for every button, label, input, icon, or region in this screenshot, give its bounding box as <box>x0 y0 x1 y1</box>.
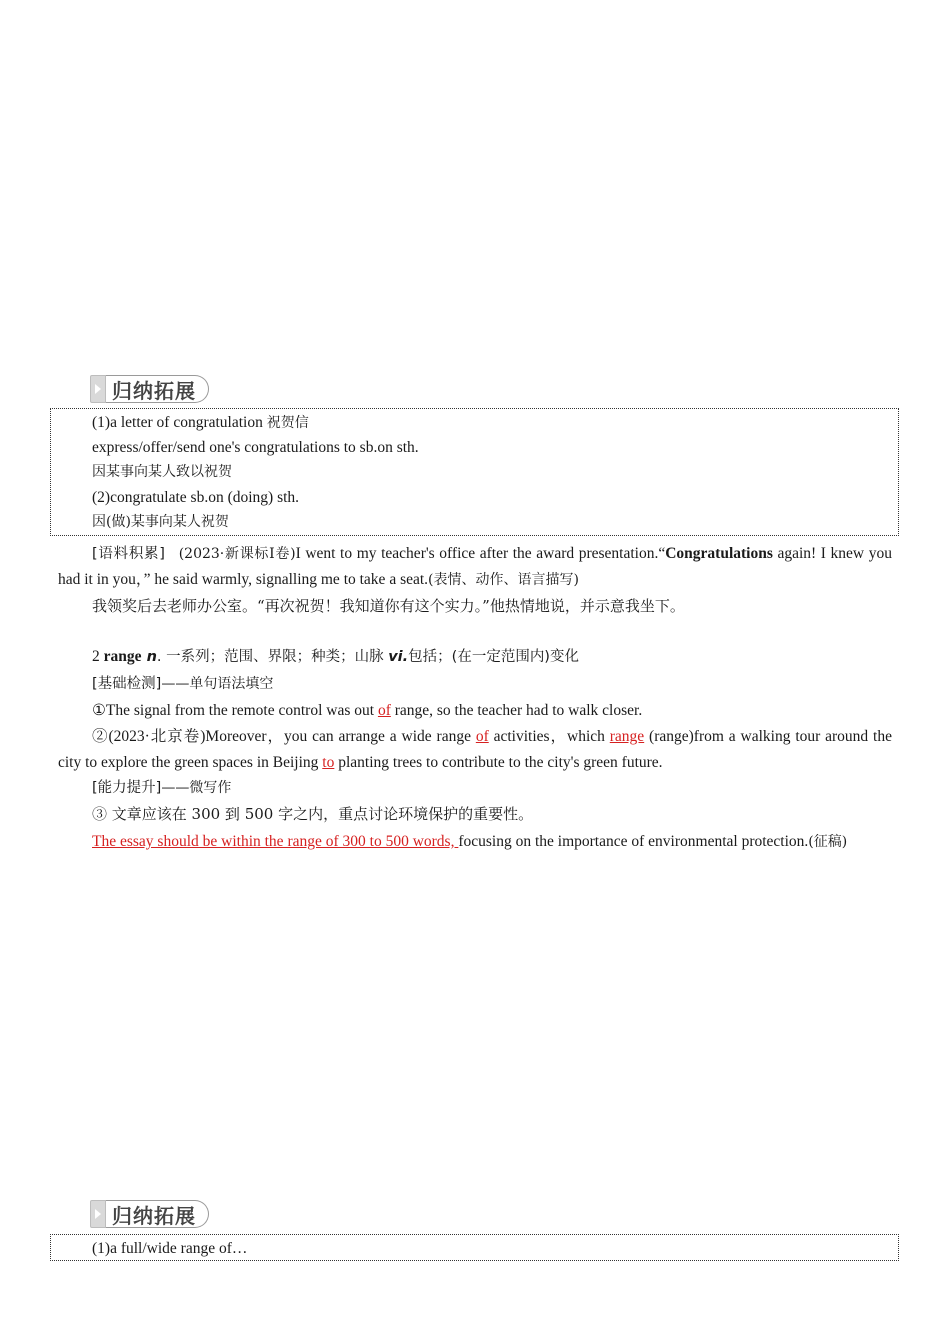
question-1 <box>92 698 642 723</box>
badge-label: 归纳拓展 <box>106 1200 209 1228</box>
entry-definition: . 一系列；范围、界限；种类；山脉 <box>156 649 389 665</box>
play-triangle-icon <box>90 375 106 403</box>
box-line-cn: 祝贺信 <box>266 415 309 431</box>
question-2 <box>58 724 892 776</box>
question-text: (range)from a walking tour around the city to explore the green spaces in Beijing <box>58 728 892 771</box>
box-line-1: (1)a full/wide range of… <box>92 1240 248 1257</box>
entry-pos: n <box>141 649 157 665</box>
question-3-answer <box>58 829 892 855</box>
question-text: ②(2023·北京卷)Moreover，you can arrange a wide range <box>92 728 476 745</box>
box-line-en: express/offer/send one's congratulations to sb.on sth. <box>92 439 419 456</box>
box-line-2 <box>92 435 419 460</box>
question-text: activities，which <box>488 728 610 745</box>
entry-number: 2 <box>92 648 104 665</box>
corpus-paragraph <box>58 541 892 593</box>
question-3-prompt: ③ 文章应该在 300 到 500 字之内，重点讨论环境保护的重要性。 <box>92 805 534 823</box>
corpus-translation: 我领奖后去老师办公室。“再次祝贺！我知道你有这个实力。”他热情地说，并示意我坐下。 <box>92 597 685 615</box>
answer-blank: of <box>377 702 391 719</box>
ability-subtitle: ——微写作 <box>161 780 232 796</box>
entry-pos: vi. <box>388 649 409 665</box>
corpus-sentence: I went to my teacher's office after the award presentation.“ <box>295 545 666 562</box>
question-text: ①The signal from the remote control was out <box>92 702 378 719</box>
basic-check-title <box>92 671 273 697</box>
corpus-source: (2023·新课标Ⅰ卷) <box>178 546 296 562</box>
corpus-bold-word: Congratulations <box>665 545 773 562</box>
badge-label: 归纳拓展 <box>106 375 209 403</box>
corpus-sentence: again! I knew you had it in you，” he said warmly, signalling me to take a seat. <box>58 545 892 588</box>
answer-blank: to <box>322 754 335 771</box>
corpus-tag: [语料积累] <box>92 546 165 562</box>
answer-rest: focusing on the importance of environmental protection. <box>458 833 809 850</box>
summary-badge <box>90 375 209 403</box>
answer-blank: of <box>475 728 489 745</box>
ability-title <box>92 775 231 801</box>
answer-sentence: The essay should be within the range of 300 to 500 words, <box>92 833 459 850</box>
ability-tag: [能力提升] <box>92 780 162 796</box>
corpus-note: (表情、动作、语言描写) <box>428 572 579 588</box>
box-line-1 <box>92 410 309 436</box>
box-line-3: 因某事向某人致以祝贺 <box>92 464 232 480</box>
question-text: planting trees to contribute to the city's green future. <box>334 754 663 771</box>
entry-heading <box>92 644 579 670</box>
box-line-en: (2)congratulate sb.on (doing) sth. <box>92 489 300 506</box>
box-line-en: (1)a letter of congratulation <box>92 414 267 431</box>
box-line-4 <box>92 485 299 510</box>
source-note: (征稿) <box>808 834 848 850</box>
question-text: range, so the teacher had to walk closer. <box>390 702 643 719</box>
summary-badge <box>90 1200 209 1228</box>
play-triangle-icon <box>90 1200 106 1228</box>
box-line-5: 因(做)某事向某人祝贺 <box>92 514 229 530</box>
basic-tag: [基础检测] <box>92 676 162 692</box>
entry-word: range <box>103 648 142 665</box>
entry-definition: 包括；(在一定范围内)变化 <box>408 649 579 665</box>
answer-blank: range <box>609 728 645 745</box>
basic-title: ——单句语法填空 <box>161 676 274 692</box>
